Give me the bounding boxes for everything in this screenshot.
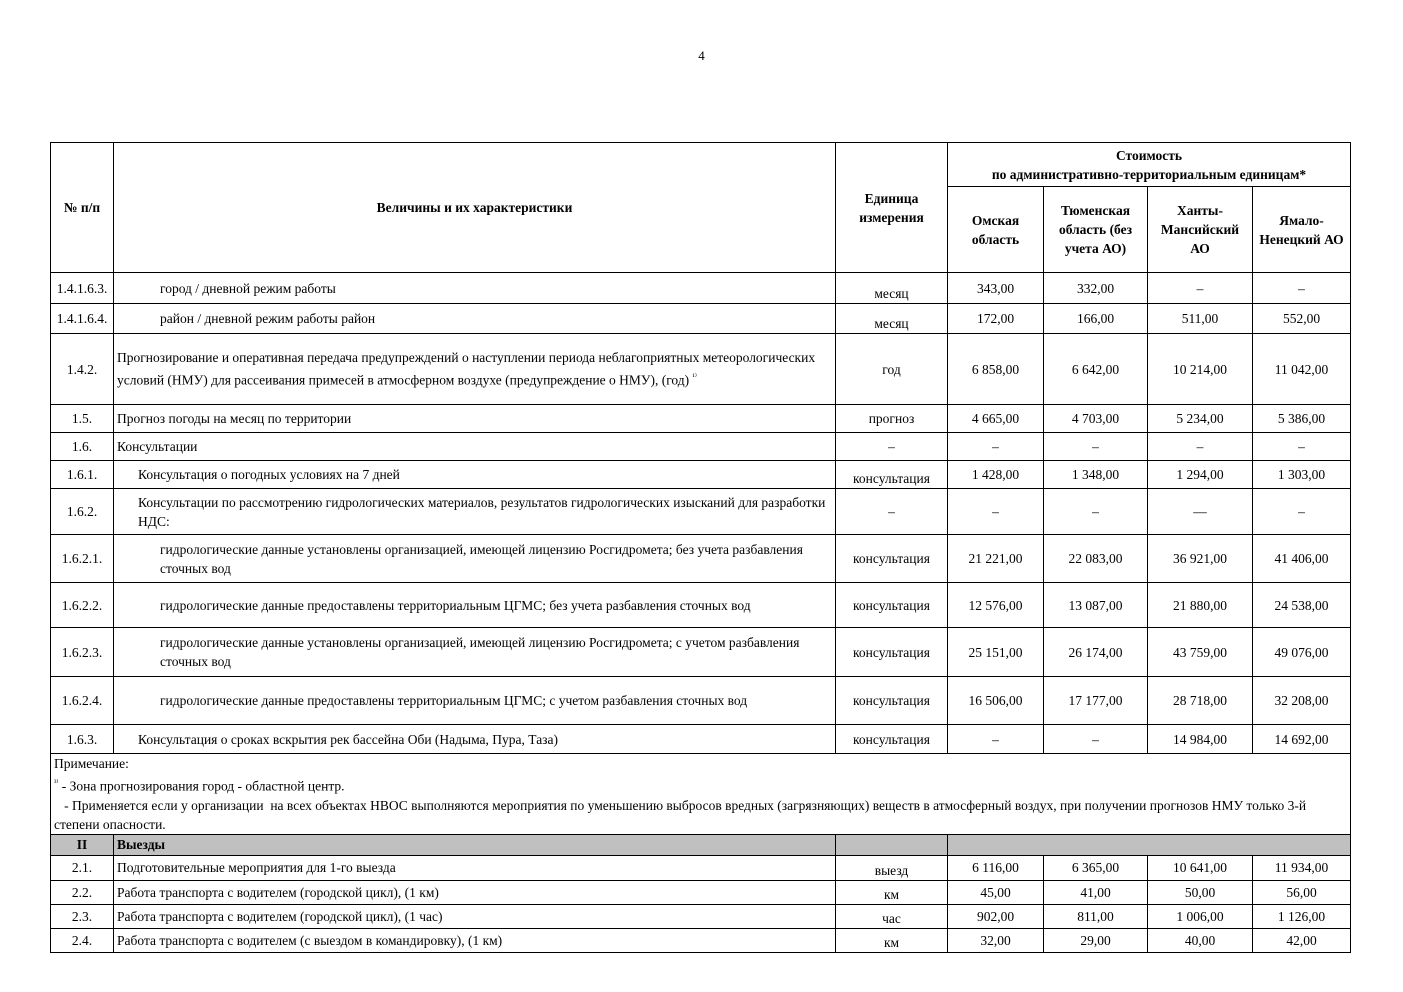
page-number: 4 [698,48,705,63]
row-value: 50,00 [1148,880,1253,904]
row-value: 1 294,00 [1148,461,1253,489]
table-row [51,273,1351,304]
table-row [51,725,1351,754]
row-unit: месяц [836,273,948,304]
row-value: 10 214,00 [1148,334,1253,405]
row-desc: гидрологические данные установлены организацией, имеющей лицензию Росгидромета; без учета разбавления сточных вод [114,535,836,583]
row-value: 36 921,00 [1148,535,1253,583]
row-value: 172,00 [948,304,1044,334]
row-value: – [1044,433,1148,461]
table-row [51,334,1351,405]
row-value: – [948,489,1044,535]
row-num: 2.2. [51,880,114,904]
row-value: – [1253,489,1351,535]
row-value: 12 576,00 [948,583,1044,628]
table-row [51,461,1351,489]
row-num: 1.6. [51,433,114,461]
header-cost-subtitle: по административно-территориальным единицам* [991,166,1307,182]
row-value: – [1253,433,1351,461]
row-desc: Прогноз погоды на месяц по территории [114,405,836,433]
header-cost [948,143,1351,187]
row-value: 17 177,00 [1044,677,1148,725]
table-row [51,489,1351,535]
row-value: 332,00 [1044,273,1148,304]
row-value: 32,00 [948,928,1044,952]
row-value: 40,00 [1148,928,1253,952]
row-num: 1.6.3. [51,725,114,754]
note-line [54,773,1347,796]
row-desc: гидрологические данные предоставлены территориальным ЦГМС; без учета разбавления сточных вод [114,583,836,628]
row-value: 166,00 [1044,304,1148,334]
row-desc: Подготовительные мероприятия для 1-го выезда [114,855,836,880]
row-desc: Консультация о сроках вскрытия рек бассейна Оби (Надыма, Пура, Таза) [114,725,836,754]
row-value: 5 386,00 [1253,405,1351,433]
row-value: 41 406,00 [1253,535,1351,583]
row-value: 6 858,00 [948,334,1044,405]
row-value: 41,00 [1044,880,1148,904]
table-row [51,904,1351,928]
section-header [51,834,1351,855]
row-value: 1 428,00 [948,461,1044,489]
table-row [51,928,1351,952]
row-value: 49 076,00 [1253,628,1351,677]
table-row [51,433,1351,461]
row-unit: – [836,489,948,535]
row-num: 1.4.1.6.4. [51,304,114,334]
header-cost-title: Стоимость [1115,147,1183,163]
row-value: 4 665,00 [948,405,1044,433]
note-mark: ³⁾ [54,778,59,787]
row-num: 1.6.2.3. [51,628,114,677]
row-value: – [948,725,1044,754]
row-value: 1 126,00 [1253,904,1351,928]
row-num: 1.6.2.1. [51,535,114,583]
row-desc: город / дневной режим работы [114,273,836,304]
row-num: 2.4. [51,928,114,952]
row-num: 1.5. [51,405,114,433]
header-description: Величины и их характеристики [114,143,836,273]
row-unit: год [836,334,948,405]
row-value: 10 641,00 [1148,855,1253,880]
row-value: 4 703,00 [1044,405,1148,433]
table-row [51,535,1351,583]
row-unit: консультация [836,677,948,725]
header-region-omsk: Омская область [948,187,1044,273]
row-value: 14 984,00 [1148,725,1253,754]
row-unit: консультация [836,461,948,489]
row-value: 14 692,00 [1253,725,1351,754]
row-value: 11 042,00 [1253,334,1351,405]
row-value: – [948,433,1044,461]
row-unit: консультация [836,583,948,628]
header-num: № п/п [51,143,114,273]
row-value: 343,00 [948,273,1044,304]
header-unit: Единица измерения [836,143,948,273]
row-value: 21 880,00 [1148,583,1253,628]
section-title: Выезды [114,834,836,855]
row-value: 24 538,00 [1253,583,1351,628]
row-unit: час [836,904,948,928]
row-value: 6 642,00 [1044,334,1148,405]
row-num: 2.1. [51,855,114,880]
table-row [51,855,1351,880]
row-desc: Работа транспорта с водителем (городской цикл), (1 км) [114,880,836,904]
row-value: 902,00 [948,904,1044,928]
table-row [51,677,1351,725]
row-value: 25 151,00 [948,628,1044,677]
row-unit: км [836,928,948,952]
row-value: 6 116,00 [948,855,1044,880]
section-num: II [51,834,114,855]
row-value: 28 718,00 [1148,677,1253,725]
row-desc: Работа транспорта с водителем (городской цикл), (1 час) [114,904,836,928]
row-unit: выезд [836,855,948,880]
note-text: - Зона прогнозирования город - областной центр. [61,778,345,794]
row-value: 5 234,00 [1148,405,1253,433]
row-unit: консультация [836,725,948,754]
tariff-table [50,142,1351,953]
row-value: 32 208,00 [1253,677,1351,725]
row-num: 1.6.2. [51,489,114,535]
row-value: — [1148,489,1253,535]
row-value: 29,00 [1044,928,1148,952]
row-desc: гидрологические данные установлены организацией, имеющей лицензию Росгидромета; с учетом разбавления сточных вод [114,628,836,677]
row-value: 552,00 [1253,304,1351,334]
row-desc: район / дневной режим работы район [114,304,836,334]
row-unit: месяц [836,304,948,334]
table-row [51,405,1351,433]
table-row [51,628,1351,677]
row-value: – [1148,433,1253,461]
row-unit: прогноз [836,405,948,433]
row-value: 1 303,00 [1253,461,1351,489]
row-value: 21 221,00 [948,535,1044,583]
row-desc-cell [114,334,836,405]
row-desc: гидрологические данные предоставлены территориальным ЦГМС; с учетом разбавления сточных вод [114,677,836,725]
row-num: 1.6.1. [51,461,114,489]
table-row [51,880,1351,904]
row-value: 1 348,00 [1044,461,1148,489]
row-unit: консультация [836,535,948,583]
row-num: 1.4.1.6.3. [51,273,114,304]
row-desc: Работа транспорта с водителем (с выездом в командировку), (1 км) [114,928,836,952]
row-value: 26 174,00 [1044,628,1148,677]
footnote-mark: ¹⁾ [692,372,697,382]
row-value: 511,00 [1148,304,1253,334]
notes-row [51,754,1351,835]
row-value: 1 006,00 [1148,904,1253,928]
row-value: 56,00 [1253,880,1351,904]
row-value: 6 365,00 [1044,855,1148,880]
row-num: 2.3. [51,904,114,928]
row-value: 22 083,00 [1044,535,1148,583]
row-num: 1.6.2.4. [51,677,114,725]
note-line: - Применяется если у организации на всех объектах НВОС выполняются мероприятия по уменьшению выбросов вредных (загрязняющих) веществ в атмосферный воздух, при получении прогнозов НМУ только 3-й степени опасности. [54,797,1310,832]
row-num: 1.4.2. [51,334,114,405]
row-value: 16 506,00 [948,677,1044,725]
section-spacer [948,834,1351,855]
table-row [51,583,1351,628]
row-desc: Консультации по рассмотрению гидрологических материалов, результатов гидрологических изысканий для разработки НДС: [114,489,836,535]
row-value: 811,00 [1044,904,1148,928]
row-value: – [1148,273,1253,304]
row-value: 11 934,00 [1253,855,1351,880]
row-desc: Консультации [114,433,836,461]
row-unit: – [836,433,948,461]
notes [51,754,1351,835]
header-region-tyumen: Тюменская область (без учета АО) [1044,187,1148,273]
row-value: 42,00 [1253,928,1351,952]
row-unit: км [836,880,948,904]
row-desc: Консультация о погодных условиях на 7 дней [114,461,836,489]
section-spacer [836,834,948,855]
row-value: 13 087,00 [1044,583,1148,628]
row-value: – [1044,725,1148,754]
row-value: 45,00 [948,880,1044,904]
notes-title: Примечание: [54,756,129,771]
row-value: – [1044,489,1148,535]
row-value: – [1253,273,1351,304]
row-num: 1.6.2.2. [51,583,114,628]
row-desc: Прогнозирование и оперативная передача предупреждений о наступлении периода неблагоприятных метеорологических условий (НМУ) для рассеивания примесей в атмосферном воздухе (предупреждение о НМУ), (год) [117,350,816,388]
row-unit: консультация [836,628,948,677]
row-value: 43 759,00 [1148,628,1253,677]
table-row [51,304,1351,334]
header-region-yanao: Ямало-Ненецкий АО [1253,187,1351,273]
header-region-khmao: Ханты-Мансийский АО [1148,187,1253,273]
